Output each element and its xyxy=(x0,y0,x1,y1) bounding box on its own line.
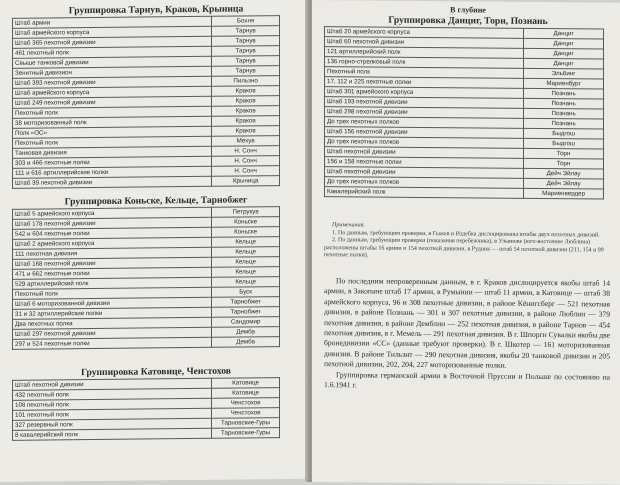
location-cell: Кельце xyxy=(212,267,280,278)
unit-cell: 529 артиллерийский полк xyxy=(13,277,212,289)
unit-cell: 303 и 466 пехотные полки xyxy=(13,156,212,168)
location-cell: Торн xyxy=(524,148,604,159)
location-cell: Коньске xyxy=(212,217,280,228)
location-cell: Демба xyxy=(212,327,280,338)
body-text xyxy=(324,276,610,393)
location-cell: Мариенбург xyxy=(524,78,604,89)
unit-cell: Два пехотных полка xyxy=(13,317,212,329)
table-row xyxy=(13,176,280,189)
depth-heading: В глубине xyxy=(450,5,486,15)
table-row xyxy=(13,428,280,441)
unit-cell: Штаб 178 пехотной дивизии xyxy=(13,217,212,229)
unit-cell: 111 пехотная дивизия xyxy=(13,247,212,259)
location-cell: Краков xyxy=(212,126,280,137)
location-cell: Буск xyxy=(212,287,280,298)
location-cell: Тарнув xyxy=(212,36,280,47)
caption-paragraph: Группировка германской армии в Восточной Пруссии и Польше по состоянию на 1.6.1941 г. xyxy=(324,369,610,390)
unit-cell: Штаб 168 пехотной дивизии xyxy=(13,257,212,269)
unit-cell: Штаб 5 армейского корпуса xyxy=(13,207,212,219)
unit-cell: 156 и 158 пехотные полки xyxy=(325,157,524,169)
unit-cell: 542 и 604 пехотные полки xyxy=(13,227,212,239)
location-cell: Краков xyxy=(212,116,280,127)
unit-cell: Штаб пехотной дивизии xyxy=(13,378,212,390)
group-konske-table xyxy=(12,206,280,350)
location-cell: Дейч Эйлау xyxy=(524,178,604,189)
location-cell: Дейч Эйлау xyxy=(524,168,604,179)
location-cell: Познань xyxy=(524,98,604,109)
table-row xyxy=(13,337,280,350)
unit-cell: 31 и 32 артиллерийские полки xyxy=(13,307,212,319)
location-cell: Коньске xyxy=(212,227,280,238)
unit-cell: Пехотный полк xyxy=(325,67,524,79)
left-page xyxy=(0,0,308,482)
unit-cell: Пехотный полк xyxy=(13,287,212,299)
unit-cell: Штаб пехотной дивизии xyxy=(325,147,524,159)
unit-cell: Штаб 393 пехотной дивизии xyxy=(13,76,212,88)
location-cell: Данциг xyxy=(524,38,604,49)
location-cell: Тарнув xyxy=(212,56,280,67)
unit-cell: Штаб 156 пехотной дивизии xyxy=(325,127,524,139)
location-cell: Тарнобжег xyxy=(212,297,280,308)
group-danzig-section xyxy=(320,4,616,200)
unit-cell: 461 пехотный полк xyxy=(13,46,212,58)
location-cell: Тарнобжег xyxy=(212,307,280,318)
location-cell: Ченстохов xyxy=(212,408,280,419)
location-cell: Тарнув xyxy=(212,66,280,77)
unit-cell: Штаб 301 армейского корпуса xyxy=(325,87,524,99)
group-katowice-section xyxy=(6,365,306,441)
unit-cell: До трех пехотных полков xyxy=(325,177,524,189)
unit-cell: Пехотный полк xyxy=(13,106,212,118)
unit-cell: 432 пехотный полк xyxy=(13,388,212,400)
location-cell: Тарновские-Гуры xyxy=(212,428,280,439)
location-cell: Кельце xyxy=(212,257,280,268)
unit-cell: Штаб 249 пехотной дивизии xyxy=(13,96,212,108)
unit-cell: 17, 112 и 225 пехотные полки xyxy=(325,77,524,89)
group-konske-title: Группировка Коньске, Кельце, Тарнобжег xyxy=(64,194,248,208)
location-cell: Мариенвердер xyxy=(524,188,604,199)
unit-cell: Штаб 365 пехотной дивизии xyxy=(13,36,212,48)
location-cell: Познань xyxy=(524,108,604,119)
location-cell: Краков xyxy=(212,86,280,97)
unit-cell: Кавалерийский полк xyxy=(325,187,524,199)
unit-cell: 327 резервный полк xyxy=(13,418,212,430)
location-cell: Данциг xyxy=(524,28,604,39)
group-tarnuv-title: Группировка Тарнув, Краков, Крыница xyxy=(68,3,244,17)
body-paragraph: По последним непроверенным данным, в г. Краков дислоцируется якобы штаб 14 армии, в Закопане штаб 17 армии, в Румынии — штаб 11 армии, в Катовице — штаб 38 армейского корпуса, 96 и 308 пехотные дивизии, в районе Кёнигсберг — 521 пехотная дивизия, в районе Познань — 301 и 307 пехотные дивизии, в районе Люблин — 379 пехотная дивизия, в районе Демблин — 252 пехотная дивизия, в районе Тарнов — 454 пехотная дивизия, в г. Мемель — 291 пехотная дивизия. В г. Шпоргн Сувалки якобы две бронедивизии «СС» (данные требуют проверки). В г. Шкотер — 161 моторизованная дивизия. В районе Тильзит — 290 пехотная дивизия, якобы 20 танковой дивизии и 205 пехотной дивизии, 202, 204, 227 моторизованные полки. xyxy=(324,276,610,370)
unit-cell: 8 кавалерийский полк xyxy=(13,428,212,440)
location-cell: Катовице xyxy=(212,388,280,399)
unit-cell: Пехотный полк xyxy=(13,136,212,148)
note-item: 2. По данным, требующим проверки (показания перебежчика), в Ульянове (юго-восточнее Люблина) расположены штабы 16 армии и 154 пехотной дивизии, в Рудник — штаб 54 пехотной дивизии (211, 154 и 99 пехотные полки). xyxy=(324,237,604,259)
location-cell: Познань xyxy=(524,118,604,129)
location-cell: Тарнув xyxy=(212,46,280,57)
location-cell: Быдгош xyxy=(524,128,604,139)
group-tarnuv-table xyxy=(12,15,280,189)
location-cell: Н. Сонч xyxy=(212,166,280,177)
group-danzig-title: Группировка Данциг, Торн, Познань xyxy=(388,14,548,28)
unit-cell: Штаб 6 моторизованной дивизии xyxy=(13,297,212,309)
location-cell: Быдгош xyxy=(524,138,604,149)
location-cell: Сандомир xyxy=(212,317,280,328)
unit-cell: Штаб 60 пехотной дивизии xyxy=(325,37,524,49)
notes-heading: Примечания. xyxy=(332,222,365,229)
group-katowice-table xyxy=(12,377,280,441)
unit-cell: Штаб армейского корпуса xyxy=(13,86,212,98)
notes-block xyxy=(324,222,612,262)
unit-cell: 111 и 616 артиллерийские полки xyxy=(13,166,212,178)
location-cell: Данциг xyxy=(524,58,604,69)
table-row xyxy=(325,187,604,199)
unit-cell: Штаб армейского корпуса xyxy=(13,26,212,38)
unit-cell: Штаб 193 пехотной дивизии xyxy=(325,97,524,109)
location-cell: Пильзно xyxy=(212,76,280,87)
group-danzig-table xyxy=(324,26,604,199)
location-cell: Ченстохов xyxy=(212,398,280,409)
location-cell: Мехув xyxy=(212,136,280,147)
unit-cell: Штаб 20 армейского корпуса xyxy=(325,27,524,39)
location-cell: Торн xyxy=(524,158,604,169)
unit-cell: Штаб 297 пехотной дивизии xyxy=(13,327,212,339)
location-cell: Краков xyxy=(212,96,280,107)
group-tarnuv-section xyxy=(6,3,306,189)
unit-cell: 121 артиллерийский полк xyxy=(325,47,524,59)
location-cell: Данциг xyxy=(524,48,604,59)
location-cell: Н. Сонч xyxy=(212,146,280,157)
location-cell: Петрукув xyxy=(212,207,280,218)
location-cell: Эльбинг xyxy=(524,68,604,79)
unit-cell: Полк «ОС» xyxy=(13,126,212,138)
unit-cell: До трех пехотных полков xyxy=(325,117,524,129)
unit-cell: 38 моторизованный полк xyxy=(13,116,212,128)
unit-cell: 136 горно-стрелковый полк xyxy=(325,57,524,69)
location-cell: Познань xyxy=(524,88,604,99)
right-page xyxy=(312,0,620,485)
group-konske-section xyxy=(6,194,306,350)
location-cell: Демба xyxy=(212,337,280,348)
group-katowice-title: Группировка Катовице, Ченстохов xyxy=(81,365,231,379)
unit-cell: 101 пехотный полк xyxy=(13,408,212,420)
location-cell: Катовице xyxy=(212,378,280,389)
location-cell: Бохня xyxy=(212,16,280,27)
unit-cell: 108 пехотный полк xyxy=(13,398,212,410)
unit-cell: До трех пехотных полков xyxy=(325,137,524,149)
unit-cell: Штаб армии xyxy=(13,16,212,28)
location-cell: Краков xyxy=(212,106,280,117)
unit-cell: 471 и 662 пехотные полки xyxy=(13,267,212,279)
unit-cell: 297 и 524 пехотные полки xyxy=(13,337,212,349)
location-cell: Кельце xyxy=(212,247,280,258)
unit-cell: Штаб пехотной дивизии xyxy=(325,167,524,179)
unit-cell: Штаб 39 пехотной дивизии xyxy=(13,176,212,188)
unit-cell: Зенитный дивизион xyxy=(13,66,212,78)
note-item: 1. По данным, требующим проверки, в Гыжев и Издебка дислоцированы штабы двух пехотных дивизий. xyxy=(332,229,600,239)
unit-cell: Штаб 298 пехотной дивизии xyxy=(325,107,524,119)
unit-cell: Свыше танковой дивизии xyxy=(13,56,212,68)
location-cell: Тарнув xyxy=(212,26,280,37)
unit-cell: Танковая дивизия xyxy=(13,146,212,158)
location-cell: Тарновские-Гуры xyxy=(212,418,280,429)
location-cell: Кельце xyxy=(212,237,280,248)
location-cell: Кельце xyxy=(212,277,280,288)
location-cell: Крыница xyxy=(212,176,280,187)
unit-cell: Штаб 2 армейского корпуса xyxy=(13,237,212,249)
location-cell: Н. Сонч xyxy=(212,156,280,167)
